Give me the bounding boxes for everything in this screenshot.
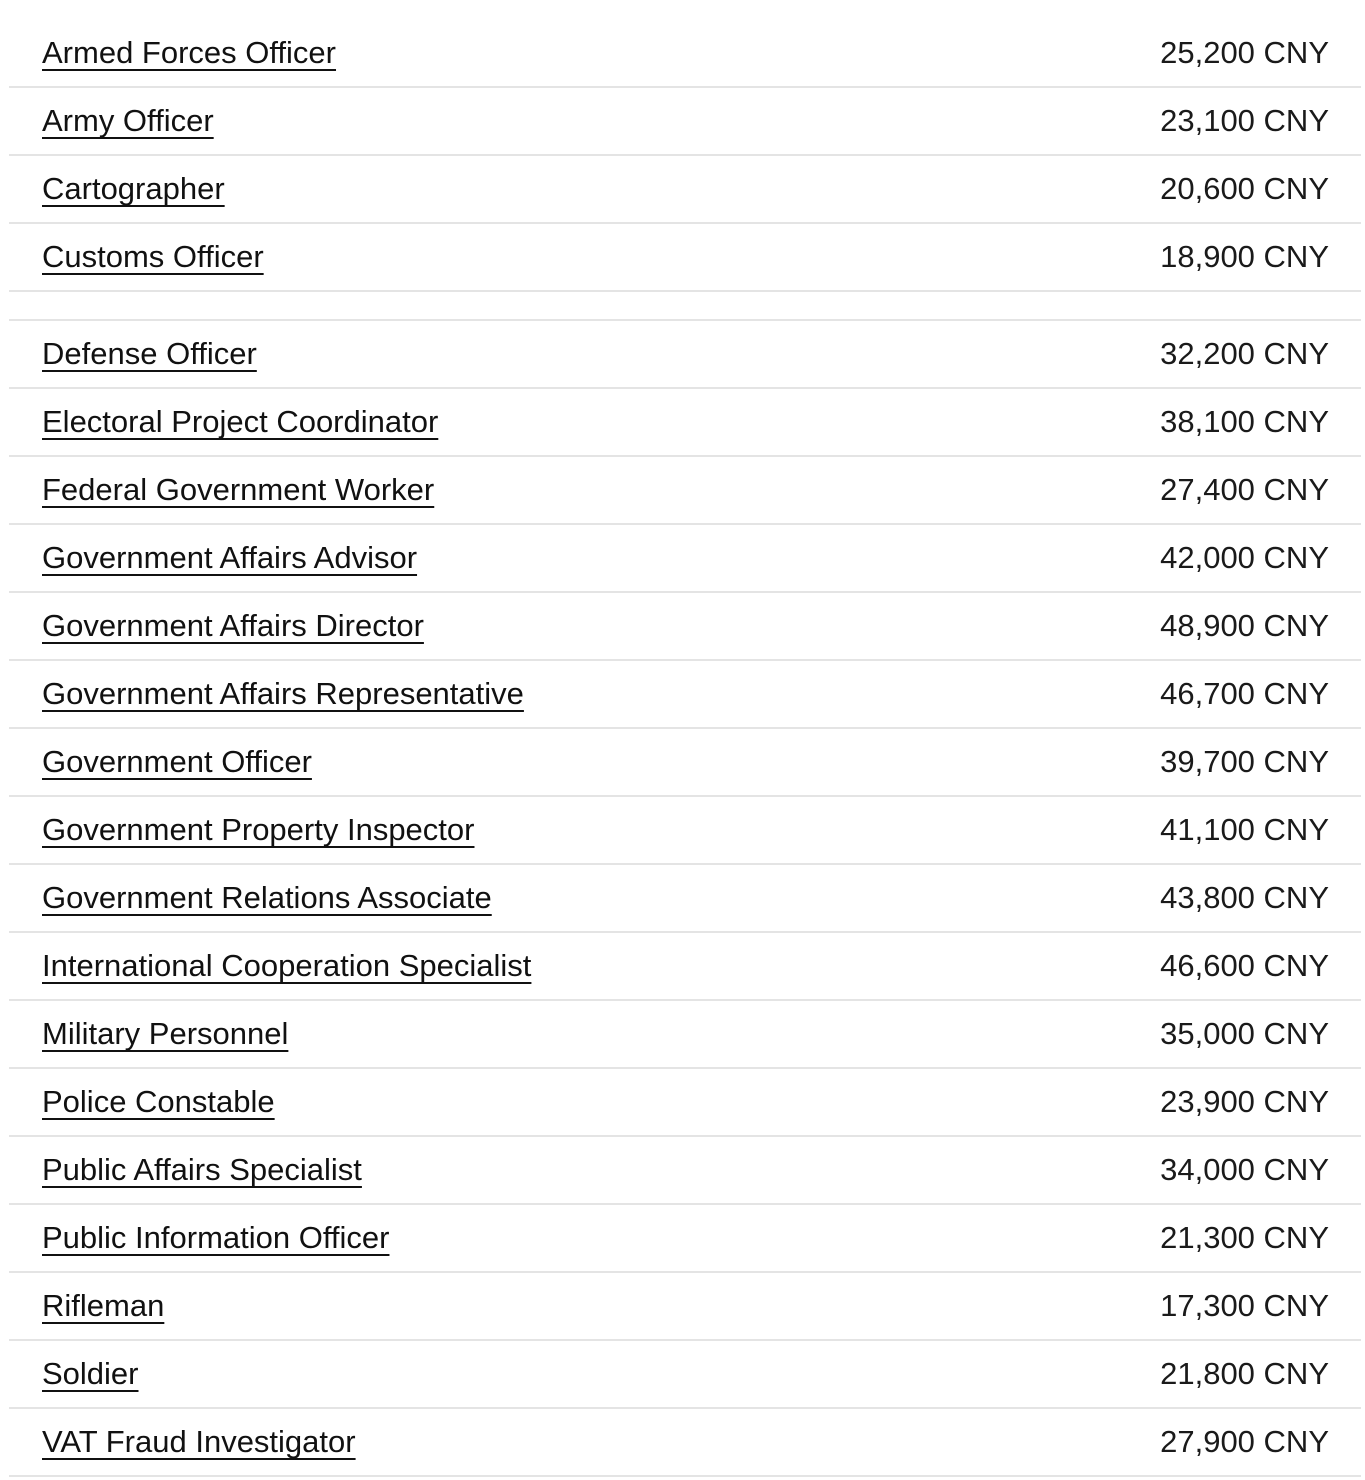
job-title-link[interactable]: Government Officer xyxy=(42,744,312,779)
list-item xyxy=(9,1205,1361,1273)
list-item xyxy=(9,88,1361,156)
job-title-link[interactable]: Government Property Inspector xyxy=(42,812,475,847)
salary-value: 46,700 CNY xyxy=(1160,676,1329,711)
salary-value: 27,900 CNY xyxy=(1160,1424,1329,1459)
salary-value: 21,800 CNY xyxy=(1160,1356,1329,1391)
job-title-link[interactable]: Armed Forces Officer xyxy=(42,35,337,70)
job-title-link[interactable]: Public Information Officer xyxy=(42,1220,390,1255)
job-title-link[interactable]: Cartographer xyxy=(42,171,225,206)
job-title-link[interactable]: Rifleman xyxy=(42,1288,165,1323)
job-title-link[interactable]: Soldier xyxy=(42,1356,139,1391)
list-item xyxy=(9,865,1361,933)
salary-value: 23,900 CNY xyxy=(1160,1084,1329,1119)
salary-value: 48,900 CNY xyxy=(1160,608,1329,643)
list-item xyxy=(9,729,1361,797)
salary-value: 23,100 CNY xyxy=(1160,103,1329,138)
job-title-link[interactable]: Government Relations Associate xyxy=(42,880,492,915)
empty-row-divider xyxy=(9,292,1361,321)
job-title-link[interactable]: VAT Fraud Investigator xyxy=(42,1424,356,1459)
job-title-link[interactable]: Police Constable xyxy=(42,1084,275,1119)
salary-value: 17,300 CNY xyxy=(1160,1288,1329,1323)
job-title-link[interactable]: Federal Government Worker xyxy=(42,472,435,507)
list-item xyxy=(9,525,1361,593)
list-item xyxy=(9,389,1361,457)
list-item xyxy=(9,1069,1361,1137)
job-title-link[interactable]: Customs Officer xyxy=(42,239,264,274)
job-title-link[interactable]: Government Affairs Advisor xyxy=(42,540,418,575)
salary-value: 20,600 CNY xyxy=(1160,171,1329,206)
salary-value: 18,900 CNY xyxy=(1160,239,1329,274)
job-title-link[interactable]: Government Affairs Director xyxy=(42,608,424,643)
salary-value: 41,100 CNY xyxy=(1160,812,1329,847)
job-title-link[interactable]: Government Affairs Representative xyxy=(42,676,524,711)
list-item xyxy=(9,156,1361,224)
list-item xyxy=(9,797,1361,865)
job-title-link[interactable]: Army Officer xyxy=(42,103,214,138)
salary-value: 21,300 CNY xyxy=(1160,1220,1329,1255)
list-item xyxy=(9,1409,1361,1477)
salary-value: 32,200 CNY xyxy=(1160,336,1329,371)
list-item xyxy=(9,1273,1361,1341)
salary-value: 43,800 CNY xyxy=(1160,880,1329,915)
list-item xyxy=(9,20,1361,88)
list-item xyxy=(9,457,1361,525)
salary-value: 46,600 CNY xyxy=(1160,948,1329,983)
salary-value: 25,200 CNY xyxy=(1160,35,1329,70)
salary-value: 39,700 CNY xyxy=(1160,744,1329,779)
list-item xyxy=(9,661,1361,729)
salary-value: 35,000 CNY xyxy=(1160,1016,1329,1051)
list-item xyxy=(9,933,1361,1001)
job-title-link[interactable]: Public Affairs Specialist xyxy=(42,1152,362,1187)
job-title-link[interactable]: Defense Officer xyxy=(42,336,257,371)
salary-value: 42,000 CNY xyxy=(1160,540,1329,575)
list-item xyxy=(9,1137,1361,1205)
list-item xyxy=(9,593,1361,661)
job-title-link[interactable]: Military Personnel xyxy=(42,1016,289,1051)
list-item xyxy=(9,321,1361,389)
salary-value: 38,100 CNY xyxy=(1160,404,1329,439)
job-title-link[interactable]: Electoral Project Coordinator xyxy=(42,404,439,439)
list-item xyxy=(9,224,1361,292)
salary-value: 27,400 CNY xyxy=(1160,472,1329,507)
job-salary-list xyxy=(9,0,1361,1477)
job-title-link[interactable]: International Cooperation Specialist xyxy=(42,948,532,983)
list-item xyxy=(9,1341,1361,1409)
salary-value: 34,000 CNY xyxy=(1160,1152,1329,1187)
list-item xyxy=(9,1001,1361,1069)
